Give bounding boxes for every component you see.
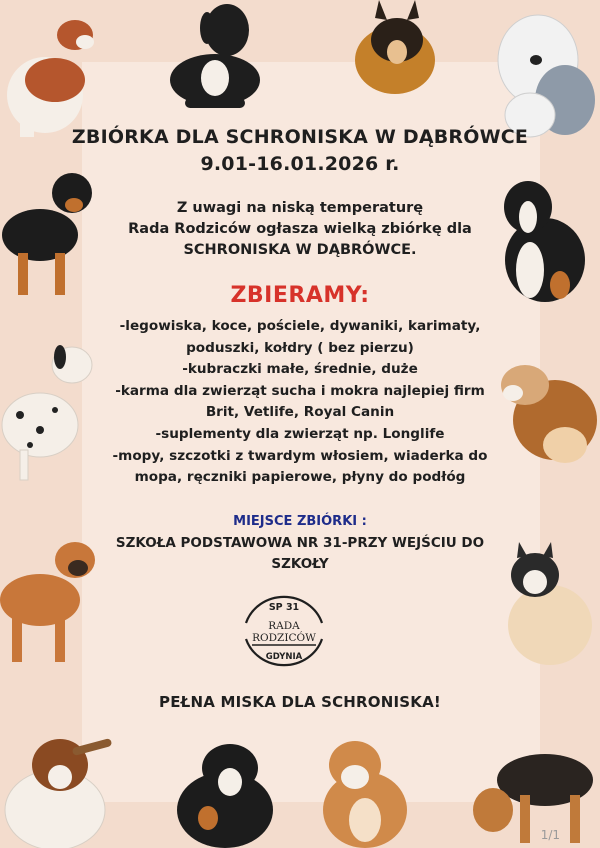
list-item: -karma dla zwierząt sucha i mokra najlepiej firm xyxy=(115,382,485,399)
flyer-title xyxy=(0,124,600,178)
place-heading: MIEJSCE ZBIÓRKI : xyxy=(233,514,367,529)
list-item: mopa, ręczniki papierowe, płyny do podłóg xyxy=(134,469,466,486)
logo-middle-text: RODZICÓW xyxy=(252,632,316,644)
list-item: poduszki, kołdry ( bez pierzu) xyxy=(186,339,414,356)
list-item: -suplementy dla zwierząt np. Longlife xyxy=(155,425,445,442)
sp31-rada-rodzicow-logo xyxy=(236,583,332,675)
intro-text xyxy=(0,198,600,261)
logo-bottom-text: GDYNIA xyxy=(265,652,303,662)
list-item: -legowiska, koce, pościele, dywaniki, karimaty, xyxy=(119,318,481,334)
place-line: SZKOŁA PODSTAWOWA NR 31-PRZY WEJŚCIU DO xyxy=(115,535,485,551)
list-item: -kubraczki małe, średnie, duże xyxy=(182,361,418,378)
intro-line: Z uwagi na niską temperaturę xyxy=(176,200,424,216)
intro-line: SCHRONISKA W DĄBRÓWCE. xyxy=(183,242,417,258)
collect-heading: ZBIERAMY: xyxy=(230,283,370,308)
logo-top-text: SP 31 xyxy=(268,602,300,613)
date-line: 9.01-16.01.2026 r. xyxy=(200,153,400,175)
list-item: Brit, Vetlife, Royal Canin xyxy=(205,404,395,421)
place-line: SZKOŁY xyxy=(271,556,329,572)
list-item: -mopy, szczotki z twardym włosiem, wiaderka do xyxy=(112,447,488,464)
page-number: 1/1 xyxy=(540,828,560,842)
items-list xyxy=(0,316,600,489)
intro-line: Rada Rodziców ogłasza wielką zbiórkę dla xyxy=(128,221,472,237)
logo-middle-text: RADA xyxy=(268,620,300,632)
title-line: ZBIÓRKA DLA SCHRONISKA W DĄBRÓWCE xyxy=(71,126,529,148)
footer-slogan: PEŁNA MISKA DLA SCHRONISKA! xyxy=(159,693,441,711)
place-text xyxy=(0,533,600,575)
